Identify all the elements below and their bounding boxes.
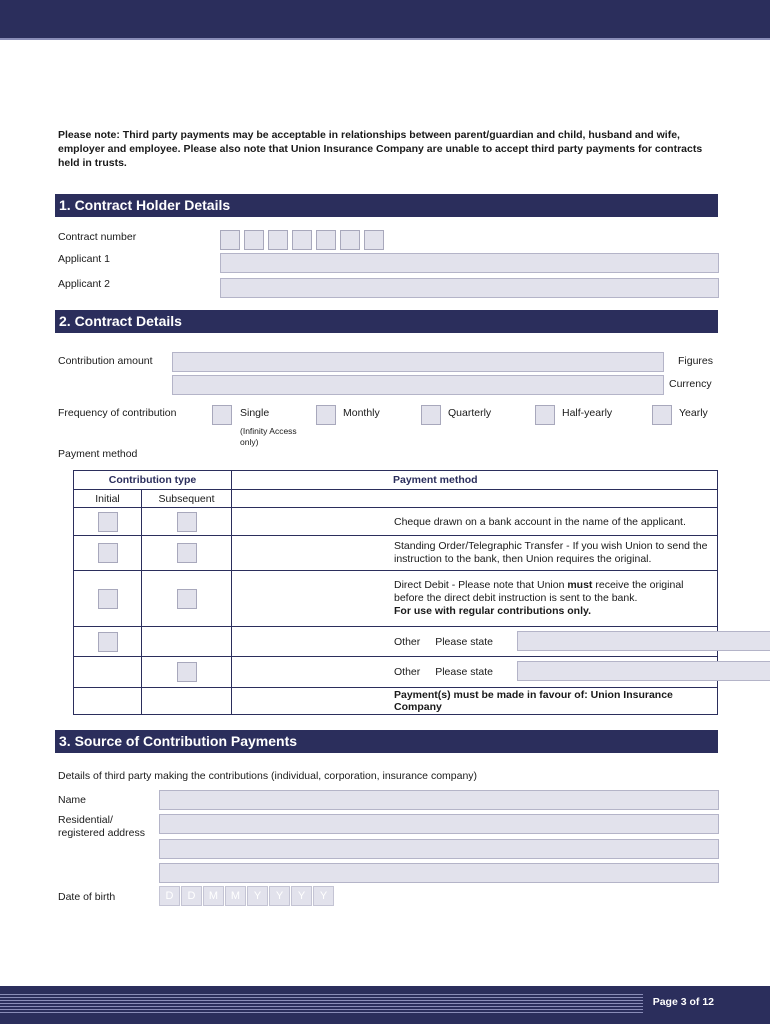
contract-number-digit[interactable] (268, 230, 288, 250)
direct-debit-initial-checkbox[interactable] (98, 589, 118, 609)
other-initial-checkbox[interactable] (98, 632, 118, 652)
other-subsequent-state-field[interactable] (517, 661, 770, 681)
other-label: Other (394, 635, 421, 648)
subsequent-header: Subsequent (142, 490, 232, 508)
address-label-line2: registered address (58, 827, 145, 839)
contract-number-digit[interactable] (292, 230, 312, 250)
other-label: Other (394, 666, 421, 678)
dob-month-digit[interactable]: M (225, 886, 246, 906)
frequency-single-checkbox[interactable] (212, 405, 232, 425)
payment-method-header: Payment method (232, 471, 718, 490)
address-field-line1[interactable] (159, 814, 719, 834)
frequency-half-yearly-checkbox[interactable] (535, 405, 555, 425)
standing-order-text: Standing Order/Telegraphic Transfer - If you wish Union to send the instruction to the bank, then Union requires the original. (232, 536, 718, 571)
address-field-line2[interactable] (159, 839, 719, 859)
address-label-line1: Residential/ (58, 814, 113, 826)
payment-favour-text: Payment(s) must be made in favour of: Union Insurance Company (232, 688, 718, 715)
cheque-initial-checkbox[interactable] (98, 512, 118, 532)
header-blank (232, 490, 718, 508)
contribution-amount-label: Contribution amount (58, 355, 153, 367)
top-banner (0, 0, 770, 40)
page-number: Page 3 of 12 (652, 996, 714, 1008)
frequency-half-yearly-label: Half-yearly (562, 407, 613, 419)
frequency-monthly-checkbox[interactable] (316, 405, 336, 425)
table-row (74, 688, 718, 715)
direct-debit-text: Direct Debit - Please note that Union must receive the original before the direct debit instruction is sent to the bank. For use with regular contributions only. (232, 571, 718, 627)
contract-number-label: Contract number (58, 231, 137, 243)
payment-method-label: Payment method (58, 448, 138, 460)
footer-stripes (0, 994, 643, 1014)
frequency-yearly-checkbox[interactable] (652, 405, 672, 425)
third-party-name-field[interactable] (159, 790, 719, 810)
third-party-details-label: Details of third party making the contributions (individual, corporation, insurance company) (58, 770, 478, 782)
dob-month-digit[interactable]: M (203, 886, 224, 906)
applicant-1-field[interactable] (220, 253, 719, 273)
table-row (74, 627, 718, 657)
please-state-label: Please state (435, 666, 493, 678)
payment-method-table (73, 470, 718, 715)
cheque-text: Cheque drawn on a bank account in the name of the applicant. (232, 508, 718, 536)
footer-banner (0, 986, 770, 1024)
cheque-subsequent-checkbox[interactable] (177, 512, 197, 532)
dob-year-digit[interactable]: Y (291, 886, 312, 906)
frequency-single-label: Single (240, 407, 270, 419)
address-field-line3[interactable] (159, 863, 719, 883)
contract-number-digit[interactable] (316, 230, 336, 250)
table-row (74, 571, 718, 627)
table-row (74, 536, 718, 571)
frequency-yearly-label: Yearly (679, 407, 708, 419)
dob-day-digit[interactable]: D (181, 886, 202, 906)
table-row (74, 657, 718, 688)
other-subsequent-checkbox[interactable] (177, 662, 197, 682)
frequency-label: Frequency of contribution (58, 407, 177, 419)
applicant-2-label: Applicant 2 (58, 278, 110, 290)
section-3-header: 3. Source of Contribution Payments (55, 730, 718, 753)
applicant-2-field[interactable] (220, 278, 719, 298)
contract-number-digit[interactable] (364, 230, 384, 250)
dob-year-digit[interactable]: Y (247, 886, 268, 906)
initial-header: Initial (74, 490, 142, 508)
figures-label: Figures (678, 355, 714, 367)
contribution-currency-field[interactable] (172, 375, 664, 395)
contract-number-digit[interactable] (340, 230, 360, 250)
dob-year-digit[interactable]: Y (313, 886, 334, 906)
name-label: Name (58, 794, 87, 806)
contract-number-digit[interactable] (220, 230, 240, 250)
contract-number-digit[interactable] (244, 230, 264, 250)
contribution-type-header: Contribution type (74, 471, 232, 490)
applicant-1-label: Applicant 1 (58, 253, 110, 265)
frequency-quarterly-label: Quarterly (448, 407, 492, 419)
dob-year-digit[interactable]: Y (269, 886, 290, 906)
currency-label: Currency (669, 378, 712, 390)
frequency-quarterly-checkbox[interactable] (421, 405, 441, 425)
contribution-figures-field[interactable] (172, 352, 664, 372)
dob-day-digit[interactable]: D (159, 886, 180, 906)
single-note: (Infinity Access only) (240, 426, 297, 447)
frequency-monthly-label: Monthly (343, 407, 380, 419)
section-1-header: 1. Contract Holder Details (55, 194, 718, 217)
direct-debit-subsequent-checkbox[interactable] (177, 589, 197, 609)
standing-order-initial-checkbox[interactable] (98, 543, 118, 563)
third-party-note: Please note: Third party payments may be acceptable in relationships between parent/guardian and child, husband and wife, employer and employee. Please also note that Union Insurance Company are unable to accept third party payments for contracts held in trusts. (58, 129, 703, 169)
other-initial-state-field[interactable] (517, 631, 770, 651)
section-2-header: 2. Contract Details (55, 310, 718, 333)
please-state-label: Please state (435, 635, 493, 648)
dob-label: Date of birth (58, 891, 116, 903)
table-row (74, 508, 718, 536)
standing-order-subsequent-checkbox[interactable] (177, 543, 197, 563)
